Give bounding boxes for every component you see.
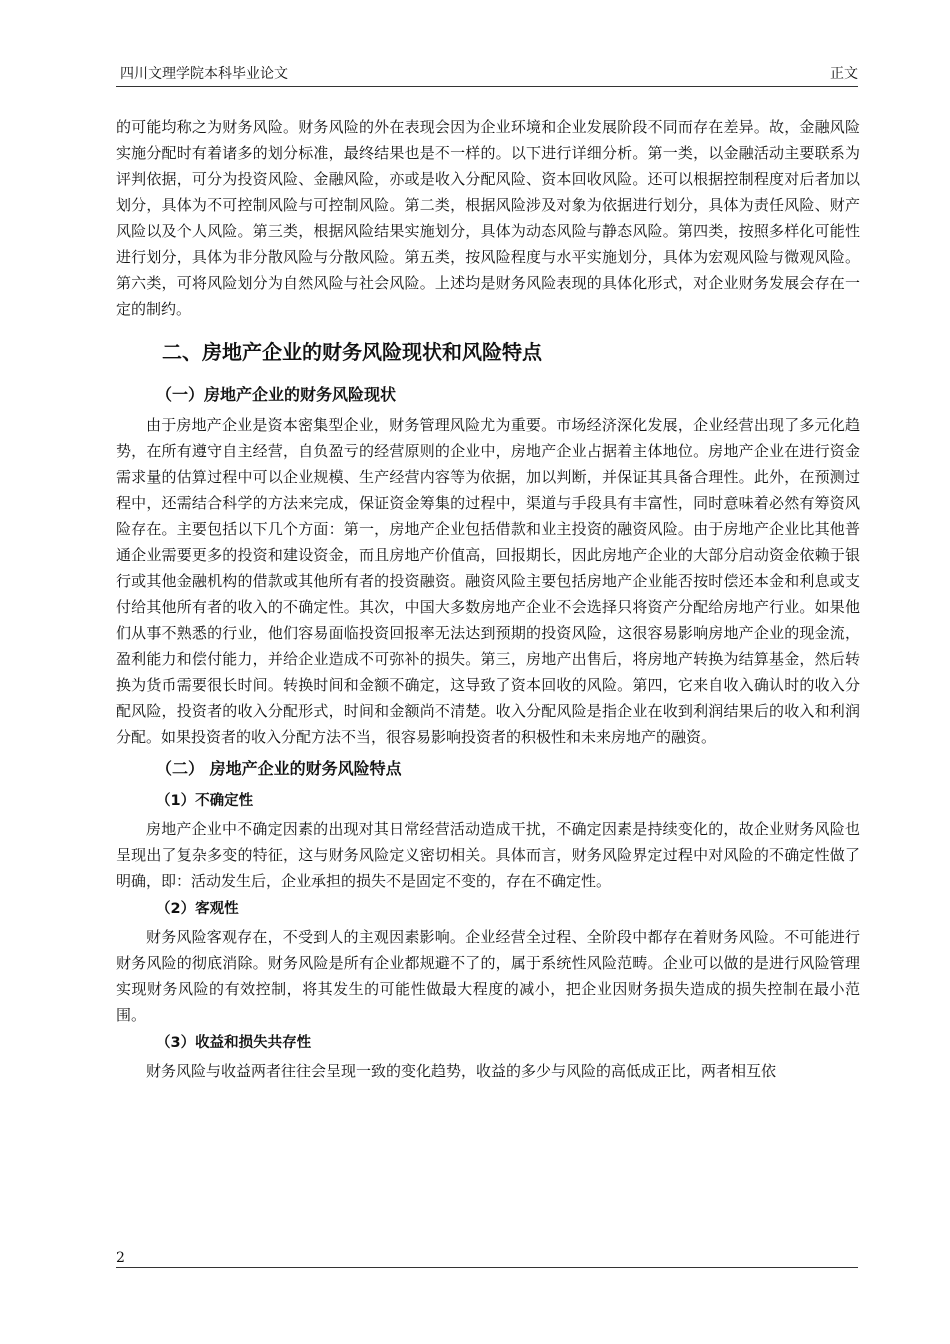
subsection-heading-features: （二） 房地产企业的财务风险特点 [156, 759, 402, 778]
page-content [116, 114, 860, 1084]
feature-heading-objectivity: （2）客观性 [156, 901, 239, 917]
paragraph-objectivity: 财务风险客观存在，不受到人的主观因素影响。企业经营全过程、全阶段中都存在着财务风险。不可能进行财务风险的彻底消除。财务风险是所有企业都规避不了的，属于系统性风险范畴。企业可以做的是进行风险管理实现财务风险的有效控制，将其发生的可能性做最大程度的减小，把企业因财务损失造成的损失控制在最小范围。 [116, 928, 860, 1024]
section-heading: 二、房地产企业的财务风险现状和风险特点 [162, 340, 542, 364]
header-section-label: 正文 [830, 66, 858, 82]
paragraph-coexistence: 财务风险与收益两者往往会呈现一致的变化趋势，收益的多少与风险的高低成正比，两者相互依 [146, 1062, 777, 1080]
feature-heading-uncertainty: （1）不确定性 [156, 793, 254, 809]
header-thesis-title: 四川文理学院本科毕业论文 [120, 66, 288, 82]
page-header [116, 64, 858, 87]
paragraph-risk-status: 由于房地产企业是资本密集型企业，财务管理风险尤为重要。市场经济深化发展，企业经营出现了多元化趋势，在所有遵守自主经营，自负盈亏的经营原则的企业中，房地产企业占据着主体地位。房地产企业在进行资金需求量的估算过程中可以企业规模、生产经营内容等为依据，加以判断，并保证其具备合理性。此外，在预测过程中，还需结合科学的方法来完成，保证资金筹集的过程中，渠道与手段具有丰富性，同时意味着必然有筹资风险存在。主要包括以下几个方面：第一，房地产企业包括借款和业主投资的融资风险。由于房地产企业比其他普通企业需要更多的投资和建设资金，而且房地产价值高，回报期长，因此房地产企业的大部分启动资金依赖于银行或其他金融机构的借款或其他所有者的投资融资。融资风险主要包括房地产企业能否按时偿还本金和利息或支付给其他所有者的收入的不确定性。其次，中国大多数房地产企业不会选择只将资产分配给房地产行业。如果他们从事不熟悉的行业，他们容易面临投资回报率无法达到预期的投资风险，这很容易影响房地产企业的现金流，盈利能力和偿付能力，并给企业造成不可弥补的损失。第三，房地产出售后，将房地产转换为结算基金，然后转换为货币需要很长时间。转换时间和金额不确定，这导致了资本回收的风险。第四，它来自收入确认时的收入分配风险，投资者的收入分配形式，时间和金额尚不清楚。收入分配风险是指企业在收到利润结果后的收入和利润分配。如果投资者的收入分配方法不当，很容易影响投资者的积极性和未来房地产的融资。 [116, 416, 860, 746]
page-footer [116, 1250, 858, 1268]
paragraph-risk-classification: 的可能均称之为财务风险。财务风险的外在表现会因为企业环境和企业发展阶段不同而存在差异。故，金融风险实施分配时有着诸多的划分标准，最终结果也是不一样的。以下进行详细分析。第一类，以金融活动主要联系为评判依据，可分为投资风险、金融风险，亦或是收入分配风险、资本回收风险。还可以根据控制程度对后者加以划分，具体为不可控制风险与可控制风险。第二类，根据风险涉及对象为依据进行划分，具体为责任风险、财产风险以及个人风险。第三类，根据风险结果实施划分，具体为动态风险与静态风险。第四类，按照多样化可能性进行划分，具体为非分散风险与分散风险。第五类，按风险程度与水平实施划分，具体为宏观风险与微观风险。第六类，可将风险划分为自然风险与社会风险。上述均是财务风险表现的具体化形式，对企业财务发展会存在一定的制约。 [116, 118, 860, 318]
subsection-heading-status: （一）房地产企业的财务风险现状 [156, 385, 397, 404]
page-number: 2 [116, 1250, 125, 1266]
paragraph-uncertainty: 房地产企业中不确定因素的出现对其日常经营活动造成干扰，不确定因素是持续变化的，故企业财务风险也呈现出了复杂多变的特征，这与财务风险定义密切相关。具体而言，财务风险界定过程中对风险的不确定性做了明确，即：活动发生后，企业承担的损失不是固定不变的，存在不确定性。 [116, 820, 860, 890]
feature-heading-coexistence: （3）收益和损失共存性 [156, 1035, 312, 1051]
